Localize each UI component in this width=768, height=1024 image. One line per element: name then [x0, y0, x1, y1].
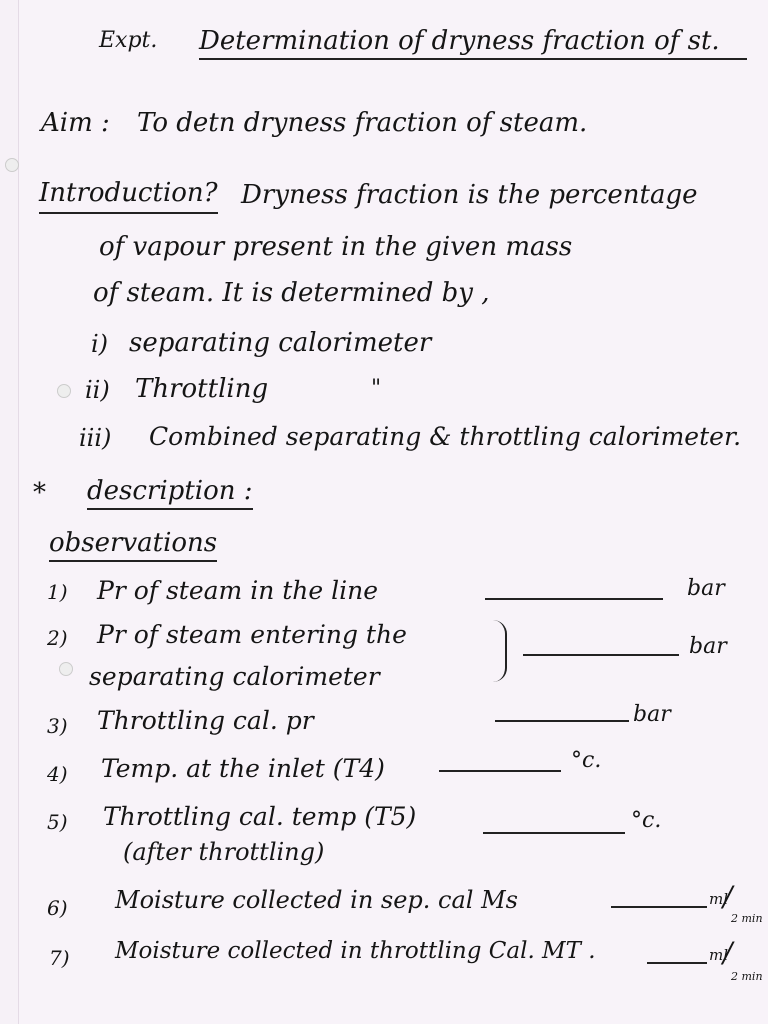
obs-num-4: 4) — [47, 762, 68, 786]
obs-num-7: 7) — [49, 946, 70, 970]
punch-hole — [5, 158, 19, 172]
introduction-line-2: of vapour present in the given mass — [99, 232, 573, 262]
obs-text-7: Moisture collected in throttling Cal. MT . — [115, 938, 596, 964]
page-title: Determination of dryness fraction of st. — [199, 26, 747, 60]
obs-blank-6 — [611, 906, 707, 908]
introduction-line-1: Dryness fraction is the percentage — [241, 180, 698, 210]
aim-label: Aim : — [41, 108, 110, 138]
obs-blank-3 — [495, 720, 629, 722]
obs-brace — [489, 620, 507, 682]
obs-text-5: Throttling cal. temp (T5) — [103, 802, 417, 831]
obs-num-6: 6) — [47, 896, 68, 920]
obs-unit-6-slash: / — [723, 880, 733, 913]
obs-text-1: Pr of steam in the line — [97, 576, 379, 605]
obs-num-5: 5) — [47, 810, 68, 834]
description-label: description : — [87, 476, 253, 510]
obs-unit-6: ml — [709, 890, 729, 908]
obs-unit-7-slash: / — [723, 936, 733, 969]
method-num-3: iii) — [79, 424, 112, 452]
aim-text: To detn dryness fraction of steam. — [137, 108, 588, 138]
method-text-2: Throttling — [135, 374, 269, 404]
method-num-2: ii) — [85, 376, 110, 404]
obs-blank-5 — [483, 832, 625, 834]
punch-hole — [59, 662, 73, 676]
obs-unit-6-den: 2 min — [731, 912, 763, 925]
obs-blank-7 — [647, 962, 707, 964]
obs-text-4: Temp. at the inlet (T4) — [101, 754, 385, 783]
obs-unit-5: °c. — [631, 808, 662, 833]
obs-unit-7-den: 2 min — [731, 970, 763, 983]
method-text-1: separating calorimeter — [129, 328, 432, 358]
method-num-1: i) — [91, 330, 109, 358]
obs-blank-4 — [439, 770, 561, 772]
description-star: * — [33, 478, 46, 508]
expt-prefix: Expt. — [99, 28, 158, 53]
obs-text-6: Moisture collected in sep. cal Ms — [115, 886, 518, 914]
punch-hole — [57, 384, 71, 398]
obs-text-2b: separating calorimeter — [89, 662, 380, 691]
obs-unit-3: bar — [633, 702, 671, 727]
introduction-line-3: of steam. It is determined by , — [93, 278, 490, 308]
obs-text-2: Pr of steam entering the — [97, 620, 407, 649]
obs-blank-2 — [523, 654, 679, 656]
obs-text-5b: (after throttling) — [123, 838, 325, 866]
introduction-label: Introduction? — [39, 178, 218, 214]
obs-unit-4: °c. — [571, 748, 602, 773]
obs-blank-1 — [485, 598, 663, 600]
method-text-3: Combined separating & throttling calorimeter. — [149, 422, 742, 451]
obs-unit-1: bar — [687, 576, 725, 601]
obs-num-2: 2) — [47, 626, 68, 650]
notebook-page — [18, 0, 768, 1024]
observations-label: observations — [49, 528, 217, 562]
obs-unit-7: ml — [709, 946, 729, 964]
obs-num-1: 1) — [47, 580, 68, 604]
obs-unit-2: bar — [689, 634, 727, 659]
obs-num-3: 3) — [47, 714, 68, 738]
obs-text-3: Throttling cal. pr — [97, 706, 314, 735]
ditto-mark: " — [371, 376, 382, 401]
